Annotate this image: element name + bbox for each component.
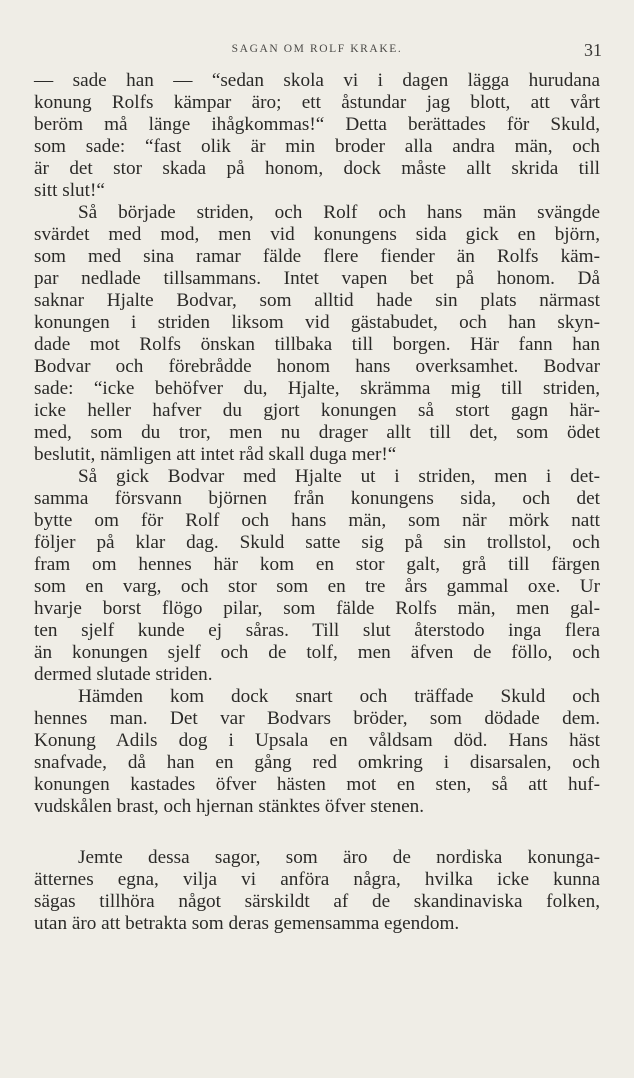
text-line: Konung Adils dog i Upsala en våldsam död. Hans häst: [34, 730, 600, 751]
text-line: icke heller hafver du gjort konungen så stort gagn här-: [34, 400, 600, 421]
text-line: som en varg, och stor som en tre års gammal oxe. Ur: [34, 576, 600, 597]
running-head: [0, 40, 634, 60]
section-gap: [34, 818, 600, 847]
text-line: sitt slut!“: [34, 180, 105, 201]
text-line: svärdet med mod, men vid konungens sida gick en björn,: [34, 224, 600, 245]
text-line: som sade: “fast olik är min broder alla andra män, och: [34, 136, 600, 157]
text-line: utan äro att betrakta som deras gemensamma egendom.: [34, 913, 460, 934]
text-line: med, som du tror, men nu drager allt till det, som ödet: [34, 422, 600, 443]
text-line: Bodvar och förebrådde honom hans overksamhet. Bodvar: [34, 356, 600, 377]
text-line: följer på klar dag. Skuld satte sig på sin trollstol, och: [34, 532, 600, 553]
text-line: saknar Hjalte Bodvar, som alltid hade sin plats närmast: [34, 290, 600, 311]
body-text: [34, 70, 600, 935]
text-line: par nedlade tillsammans. Intet vapen bet på honom. Då: [34, 268, 600, 289]
text-line: samma försvann björnen från konungens sida, och det: [34, 488, 600, 509]
running-title: SAGAN OM ROLF KRAKE.: [231, 43, 403, 55]
text-line: — sade han — “sedan skola vi i dagen lägga hurudana: [34, 70, 600, 91]
text-line: dermed slutade striden.: [34, 664, 213, 685]
text-line: hvarje borst flögo pilar, som fälde Rolfs män, men gal-: [34, 598, 600, 619]
text-line: konungen kastades öfver hästen mot en sten, så att huf-: [34, 774, 600, 795]
text-line: konung Rolfs kämpar äro; ett åstundar jag blott, att vårt: [34, 92, 600, 113]
text-line: Så gick Bodvar med Hjalte ut i striden, men i det-: [78, 466, 600, 487]
text-line: är det stor skada på honom, dock måste allt skrida till: [34, 158, 600, 179]
text-line: som med sina ramar fälde flere fiender än Rolfs käm-: [34, 246, 600, 267]
text-line: konungen i striden liksom vid gästabudet, och han skyn-: [34, 312, 600, 333]
text-line: ätternes egna, vilja vi anföra några, hvilka icke kunna: [34, 869, 600, 890]
text-line: än konungen sjelf och de tolf, men äfven de föllo, och: [34, 642, 600, 663]
text-line: Jemte dessa sagor, som äro de nordiska konunga-: [78, 847, 600, 868]
text-line: beslutit, nämligen att intet råd skall duga mer!“: [34, 444, 397, 465]
text-line: dade mot Rolfs önskan tillbaka till borgen. Här fann han: [34, 334, 600, 355]
text-line: sägas tillhöra något särskildt af de skandinaviska folken,: [34, 891, 600, 912]
page-number: 31: [584, 40, 602, 60]
text-line: fram om hennes här kom en stor galt, grå till färgen: [34, 554, 600, 575]
text-line: ten sjelf kunde ej såras. Till slut återstodo inga flera: [34, 620, 600, 641]
text-line: Så började striden, och Rolf och hans män svängde: [78, 202, 600, 223]
text-line: hennes man. Det var Bodvars bröder, som dödade dem.: [34, 708, 600, 729]
text-line: Hämden kom dock snart och träffade Skuld och: [78, 686, 600, 707]
text-line: vudskålen brast, och hjernan stänktes öfver stenen.: [34, 796, 425, 817]
text-line: snafvade, då han en gång red omkring i disarsalen, och: [34, 752, 600, 773]
text-line: sade: “icke behöfver du, Hjalte, skrämma mig till striden,: [34, 378, 600, 399]
text-line: bytte om för Rolf och hans män, som när mörk natt: [34, 510, 600, 531]
text-line: beröm må länge ihågkommas!“ Detta berättades för Skuld,: [34, 114, 600, 135]
